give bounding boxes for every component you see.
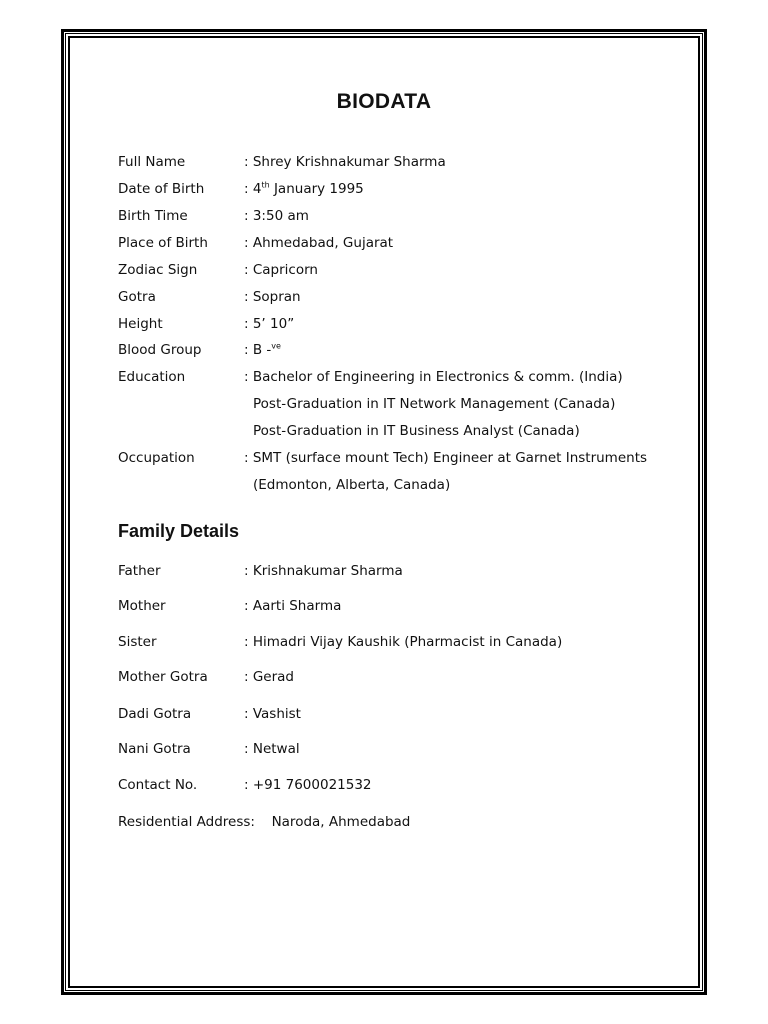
blood-group-label: Blood Group xyxy=(118,342,202,358)
occupation-line-2: (Edmonton, Alberta, Canada) xyxy=(253,477,451,493)
birth-time-value: : 3:50 am xyxy=(244,208,309,224)
sister-value: : Himadri Vijay Kaushik (Pharmacist in Canada) xyxy=(244,634,563,650)
birth-place-label: Place of Birth xyxy=(118,235,208,251)
address-value: Naroda, Ahmedabad xyxy=(271,814,411,830)
nani-gotra-label: Nani Gotra xyxy=(118,741,191,757)
full-name-label: Full Name xyxy=(118,154,186,170)
height-label: Height xyxy=(118,316,163,332)
education-line-3: Post-Graduation in IT Business Analyst (Canada) xyxy=(253,423,580,439)
education-line-2: Post-Graduation in IT Network Management (Canada) xyxy=(253,396,616,412)
dadi-gotra-value: : Vashist xyxy=(244,706,301,722)
mother-gotra-label: Mother Gotra xyxy=(118,669,208,685)
birth-time-label: Birth Time xyxy=(118,208,188,224)
occupation-label: Occupation xyxy=(118,450,195,466)
father-value: : Krishnakumar Sharma xyxy=(244,563,403,579)
page-border-inner xyxy=(68,36,700,988)
sister-label: Sister xyxy=(118,634,157,650)
nani-gotra-value: : Netwal xyxy=(244,741,300,757)
height-value: : 5’ 10” xyxy=(244,316,295,332)
contact-label: Contact No. xyxy=(118,777,198,793)
zodiac-value: : Capricorn xyxy=(244,262,318,278)
gotra-label: Gotra xyxy=(118,289,156,305)
education-line-1: : Bachelor of Engineering in Electronics & comm. (India) xyxy=(244,369,623,385)
birth-place-value: : Ahmedabad, Gujarat xyxy=(244,235,394,251)
dadi-gotra-label: Dadi Gotra xyxy=(118,706,192,722)
zodiac-label: Zodiac Sign xyxy=(118,262,198,278)
contact-value: : +91 7600021532 xyxy=(244,777,372,793)
family-details-heading: Family Details xyxy=(118,521,240,541)
blood-group-value: : B -$^{ve}$ xyxy=(244,341,281,358)
document-title: BIODATA xyxy=(336,90,432,113)
gotra-value: : Sopran xyxy=(244,289,301,305)
occupation-line-1: : SMT (surface mount Tech) Engineer at Garnet Instruments xyxy=(244,450,648,466)
mother-gotra-value: : Gerad xyxy=(244,669,294,685)
education-label: Education xyxy=(118,369,186,385)
father-label: Father xyxy=(118,563,161,579)
dob-value: : 4th January 1995 xyxy=(244,180,364,197)
address-label: Residential Address: xyxy=(118,814,255,830)
dob-label: Date of Birth xyxy=(118,181,205,197)
address-row xyxy=(118,813,410,831)
mother-value: : Aarti Sharma xyxy=(244,598,342,614)
mother-label: Mother xyxy=(118,598,166,614)
full-name-value: : Shrey Krishnakumar Sharma xyxy=(244,154,446,170)
